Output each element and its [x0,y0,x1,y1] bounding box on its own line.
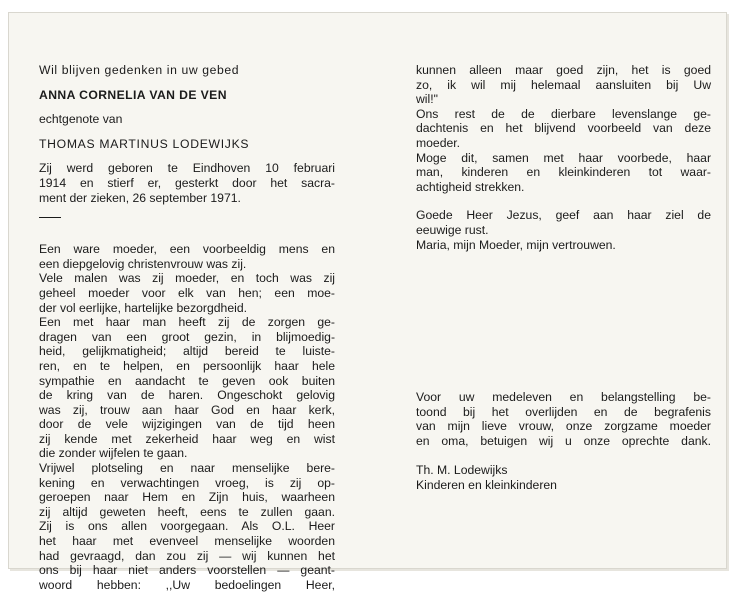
text-line: 1914 en stierf er, gesterkt door het sacra- [39,175,335,190]
text-line: ren, en te helpen, en persoonlijk haar hele [39,358,335,373]
tribute-paragraph [39,242,335,592]
text-line: der vol eerlijke, hartelijke bezorgdheid. [39,300,247,315]
thanks-paragraph [416,390,711,448]
text-line: Zij is ons allen voorgegaan. Als O.L. Heer [39,519,335,534]
text-line: Zij werd geboren te Eindhoven 10 februari [39,161,335,176]
text-line: zij altijd geweten heeft, eens te zullen gaan. [39,504,335,519]
text-line: wil!" [416,92,438,107]
continuation-paragraph [416,63,711,194]
text-line: Ons rest de de dierbare levenslange ge- [416,106,711,121]
text-line: ment der zieken, 26 september 1971. [39,190,241,205]
text-line: Maria, mijn Moeder, mijn vertrouwen. [416,237,616,252]
text-line: dragen van een groot gezin, in blijmoedig- [39,329,335,344]
text-line: woord hebben: ,,Uw bedoelingen Heer, [39,577,335,592]
text-line: was zij, trouw aan haar God en haar kerk, [39,402,335,417]
text-line: en oma, betuigen wij u onze oprechte dank. [416,433,711,448]
memorial-card [8,12,727,592]
deceased-name: ANNA CORNELIA VAN DE VEN [39,87,227,102]
text-line: sympathie en aandacht te geven ook buiten [39,373,335,388]
text-line: een diepgelovig christenvrouw was zij. [39,256,247,271]
text-line: Moge dit, samen met haar voorbede, haar [416,150,711,165]
text-line: geheel moeder voor elk van hen; een moe- [39,285,335,300]
text-line: de kring van de haren. Ongeschokt gelovig [39,388,335,403]
signature-name: Th. M. Lodewijks [416,463,508,477]
text-line: zo, ik wil mij helemaal aansluiten bij Uw [416,77,711,92]
text-line: Een ware moeder, een voorbeeldig mens en [39,242,335,257]
text-line: eeuwige rust. [416,222,489,237]
text-line: het haar met evenveel menselijke woorden [39,534,335,549]
text-line: had gevraagd, dan zou zij — wij kunnen het [39,548,335,563]
text-line: moeder. [416,135,461,150]
text-line: ons bij haar niet anders voorstellen — geant- [39,563,335,578]
text-line: Vele malen was zij moeder, en toch was zij [39,271,335,286]
text-line: toond bij het overlijden en de begrafenis [416,404,711,419]
text-line: man, kinderen en kleinkinderen tot waar- [416,165,711,180]
birth-death-paragraph [39,161,335,205]
text-line: geroepen naar Hem en Zijn huis, waarheen [39,490,335,505]
prayer-paragraph [416,208,711,252]
right-column [416,63,711,492]
text-line: kunnen alleen maar goed zijn, het is goed [416,63,711,77]
text-line: Goede Heer Jezus, geef aan haar ziel de [416,208,711,223]
intro-line: Wil blijven gedenken in uw gebed [39,63,240,77]
text-line: door de vele wijzigingen van de tijd heen [39,417,335,432]
left-column [39,63,335,592]
text-line: dachtenis en het blijvend voorbeeld van deze [416,121,711,136]
text-line: Voor uw medeleven en belangstelling be- [416,390,711,404]
text-line: Vrijwel plotseling en naar menselijke bere- [39,461,335,476]
relation-line: echtgenote van [39,112,123,127]
signature-family: Kinderen en kleinkinderen [416,477,557,492]
text-line: heid, gelijkmatigheid; altijd bereid te luiste- [39,344,335,359]
text-line: die zonder wijfelen te gaan. [39,446,188,461]
text-line: van mijn lieve vrouw, onze zorgzame moeder [416,419,711,434]
signature-block [416,463,711,492]
text-line: Een met haar man heeft zij de zorgen ge- [39,315,335,330]
separator-dash [39,217,61,218]
text-line: achtigheid strekken. [416,179,525,194]
text-line: kening en verwachtingen vroeg, is zij op- [39,475,335,490]
spouse-name: THOMAS MARTINUS LODEWIJKS [39,136,250,151]
text-line: zij kende met zekerheid haar weg en wist [39,431,335,446]
